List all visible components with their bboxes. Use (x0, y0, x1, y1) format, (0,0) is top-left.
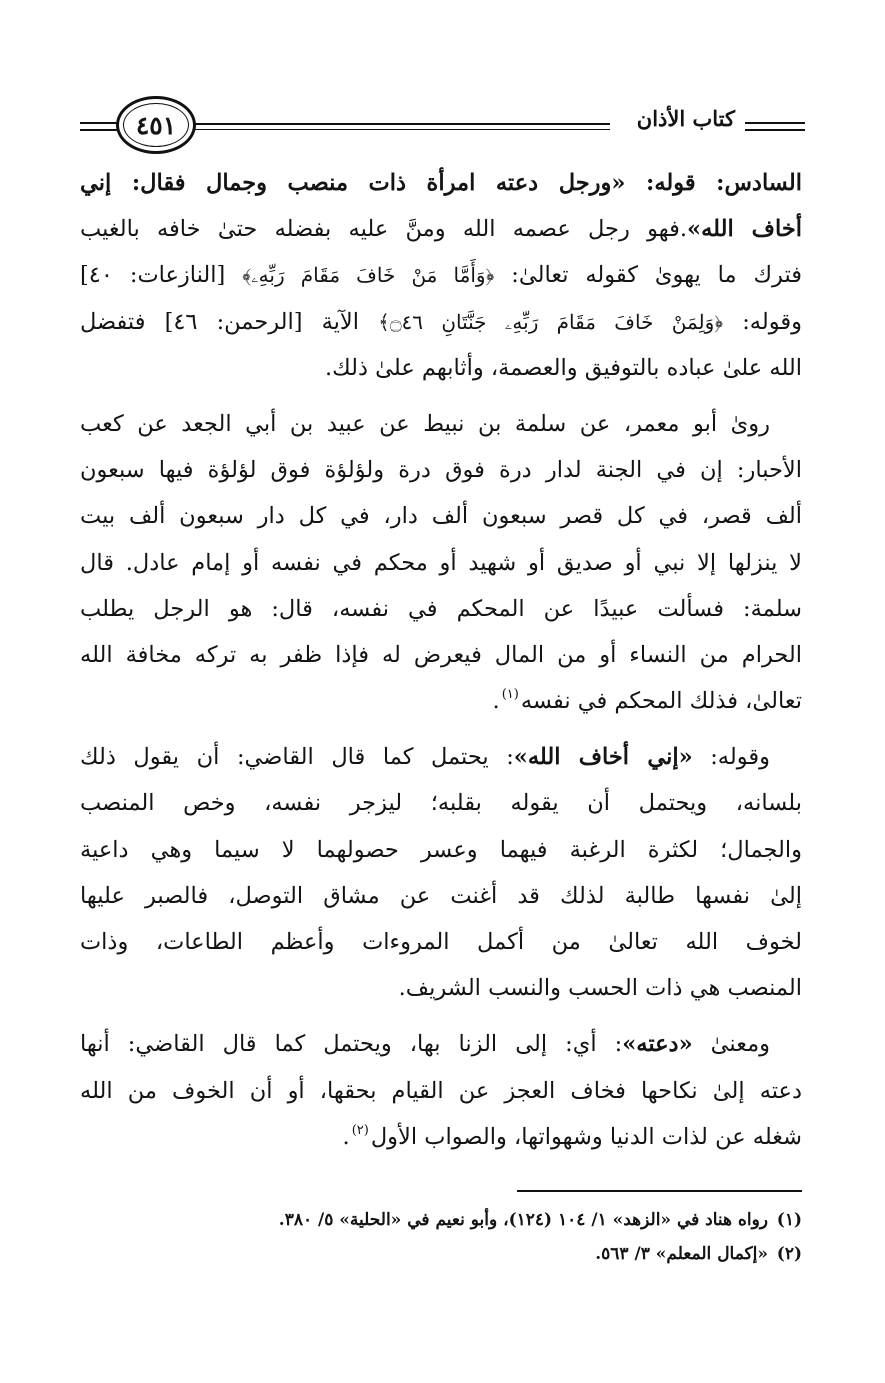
text-run: وقوله: (723, 308, 802, 335)
text-run: . (492, 688, 500, 715)
footnote-reference: (٢) (351, 1122, 369, 1138)
page-header (80, 92, 805, 162)
paragraph (80, 1021, 802, 1160)
page-number: ٤٥١ (135, 110, 177, 140)
header-rule (195, 123, 610, 130)
text-line (80, 873, 802, 919)
text-run: ومعنىٰ (692, 1031, 770, 1058)
text-line (80, 632, 802, 678)
text-line (80, 586, 802, 632)
text-line (80, 919, 802, 965)
emphasized-text: «إني أخاف الله» (513, 744, 693, 771)
footnote-separator (517, 1190, 802, 1192)
text-line (80, 1068, 802, 1114)
emphasized-text: أخاف الله» (687, 216, 802, 243)
paragraph (80, 401, 802, 724)
text-run: الآية [الرحمن: ٤٦] فتفضل (80, 308, 379, 335)
text-line (80, 299, 802, 345)
emphasized-text: «دعته» (622, 1031, 693, 1058)
text-run: لا ينزلها إلا نبي أو صديق أو شهيد أو محكم في نفسه أو إمام عادل. قال (80, 549, 802, 576)
footnote-number: (٢) (776, 1244, 802, 1264)
text-line (80, 827, 802, 873)
header-rule (80, 122, 118, 131)
footnote-text: رواه هناد في «الزهد» ١/ ١٠٤ (١٢٤)، وأبو نعيم في «الحلية» ٥/ ٣٨٠. (278, 1210, 768, 1230)
text-run: .فهو رجل عصمه الله ومنَّ عليه بفضله حتىٰ خافه بالغيب (80, 216, 688, 243)
paragraph (80, 160, 802, 391)
main-text (80, 160, 802, 1160)
text-run: والجمال؛ لكثرة الرغبة فيهما وعسر حصولهما لا سيما وهي داعية (80, 836, 802, 863)
footnote-number: (١) (776, 1210, 802, 1230)
text-line (80, 1021, 802, 1067)
paragraph-gap (80, 391, 802, 401)
text-run: وقوله: (692, 744, 770, 771)
text-run: فترك ما يهوىٰ كقوله تعالىٰ: (494, 262, 802, 289)
text-run: ألف قصر، في كل قصر سبعون ألف دار، في كل دار سبعون ألف بيت (80, 503, 802, 530)
text-line (80, 252, 802, 298)
text-run: : أي: إلى الزنا بها، ويحتمل كما قال القاضي: أنها (80, 1031, 623, 1058)
text-line (80, 447, 802, 493)
paragraph-gap (80, 724, 802, 734)
quran-quote: ﴿وَلِمَنْ خَافَ مَقَامَ رَبِّهِۦ جَنَّتَانِ ۝٤٦﴾ (378, 309, 724, 334)
text-line (80, 1114, 802, 1160)
footnote (80, 1203, 802, 1237)
text-run: تعالىٰ، فذلك المحكم في نفسه (520, 688, 802, 715)
footnote-text: «إكمال المعلم» ٣/ ٥٦٣. (595, 1244, 768, 1264)
text-run: روىٰ أبو معمر، عن سلمة بن نبيط عن عبيد بن أبي الجعد عن كعب (80, 410, 770, 437)
header-rule (745, 122, 805, 131)
text-run: : يحتمل كما قال القاضي: أن يقول ذلك (80, 744, 514, 771)
emphasized-text: السادس: قوله: «ورجل دعته امرأة ذات منصب وجمال فقال: إني (80, 170, 802, 196)
footnotes (80, 1203, 802, 1271)
footnote (80, 1237, 802, 1271)
text-run: الله علىٰ عباده بالتوفيق والعصمة، وأثابهم علىٰ ذلك. (324, 354, 802, 381)
book-title: كتاب الأذان (636, 106, 735, 131)
paragraph (80, 734, 802, 1011)
footnote-reference: (١) (501, 687, 519, 703)
text-line (80, 206, 802, 252)
text-run: بلسانه، ويحتمل أن يقوله بقلبه؛ ليزجر نفسه، وخص المنصب (80, 790, 802, 817)
text-line (80, 493, 802, 539)
text-run: الحرام من النساء أو من المال فيعرض له فإذا ظفر به تركه مخافة الله (80, 641, 802, 668)
quran-quote: ﴿وَأَمَّا مَنْ خَافَ مَقَامَ رَبِّهِۦ﴾ (242, 263, 495, 288)
text-run: لخوف الله تعالىٰ من أكمل المروءات وأعظم الطاعات، وذات (80, 929, 802, 955)
text-line (80, 345, 802, 391)
text-run: . (342, 1123, 350, 1150)
text-run: سلمة: فسألت عبيدًا عن المحكم في نفسه، قال: هو الرجل يطلب (80, 595, 802, 622)
text-line (80, 678, 802, 724)
text-run: شغله عن لذات الدنيا وشهواتها، والصواب الأول (370, 1123, 802, 1150)
text-run: دعته إلىٰ نكاحها فخاف العجز عن القيام بحقها، أو أن الخوف من الله (80, 1077, 802, 1104)
text-run: إلىٰ نفسها طالبة لذلك قد أغنت عن مشاق التوصل، فالصبر عليها (80, 882, 802, 909)
page-number-badge (116, 96, 196, 154)
text-run: الأحبار: إن في الجنة لدار درة فوق درة ولؤلؤة فوق لؤلؤة فيها سبعون (80, 457, 802, 484)
text-line (80, 780, 802, 826)
paragraph-gap (80, 1011, 802, 1021)
text-line (80, 734, 802, 780)
text-line (80, 160, 802, 206)
text-line (80, 965, 802, 1011)
text-line (80, 540, 802, 586)
text-run: المنصب هي ذات الحسب والنسب الشريف. (398, 975, 802, 1002)
text-run: [النازعات: ٤٠] (80, 262, 243, 289)
text-line (80, 401, 802, 447)
